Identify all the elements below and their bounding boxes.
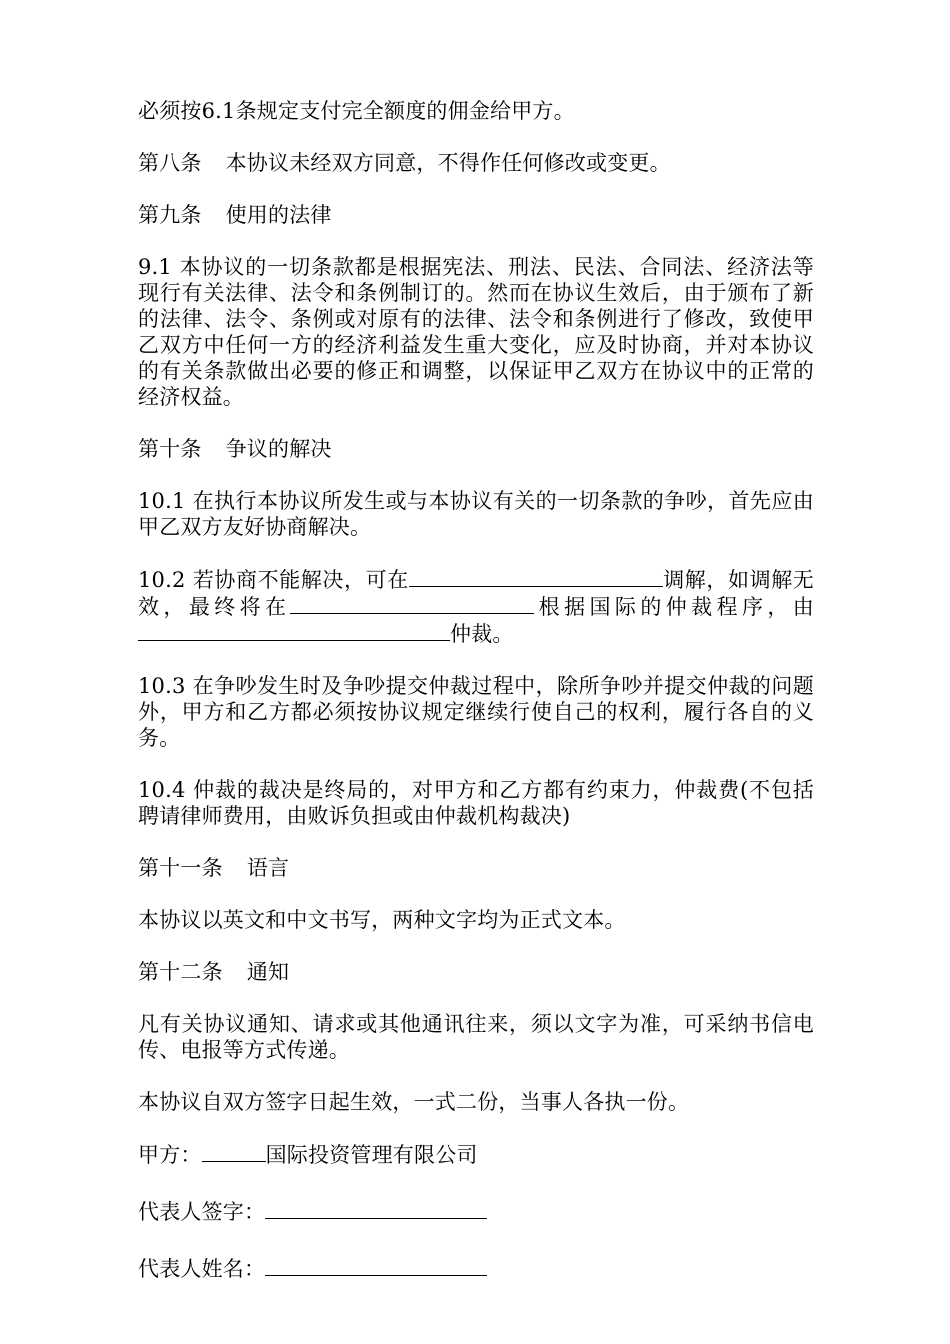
article-11-number: 第十一条 [138, 856, 223, 880]
arbitration-place-blank[interactable] [290, 593, 534, 614]
article-10-title: 争议的解决 [225, 437, 332, 461]
party-a-line [138, 1141, 814, 1168]
document-page [138, 98, 814, 1312]
clause-10-1: 10.1 在执行本协议所发生或与本协议有关的一切条款的争吵，首先应由甲乙双方友好协商解决。 [138, 489, 814, 539]
article-9-number: 第九条 [138, 203, 202, 227]
party-a-name-blank[interactable] [202, 1141, 266, 1162]
article-12-title: 通知 [246, 960, 290, 984]
article-12-heading [138, 959, 814, 985]
article-8 [138, 150, 814, 176]
article-12-text: 凡有关协议通知、请求或其他通讯往来，须以文字为准，可采纳书信电传、电报等方式传递。 [138, 1012, 814, 1062]
rep-name-label: 代表人姓名： [138, 1257, 266, 1281]
clause-10-4: 10.4 仲裁的裁决是终局的，对甲方和乙方都有约束力，仲裁费(不包括聘请律师费用，由败诉负担或由仲裁机构裁决) [138, 778, 814, 828]
article-10-heading [138, 436, 814, 462]
clause-10-2-part-b: 调解，如调解无效，最终将在 [138, 568, 814, 619]
article-11-heading [138, 855, 814, 881]
rep-signature-blank[interactable] [265, 1198, 487, 1219]
article-8-number: 第八条 [138, 151, 202, 175]
mediation-place-blank[interactable] [409, 566, 663, 587]
article-11-text: 本协议以英文和中文书写，两种文字均为正式文本。 [138, 908, 626, 932]
paragraph-commission: 必须按6.1条规定支付完全额度的佣金给甲方。 [138, 99, 575, 123]
article-10-number: 第十条 [138, 437, 202, 461]
article-11-title: 语言 [246, 856, 290, 880]
representative-signature-line [138, 1198, 814, 1225]
clause-10-2-part-a: 10.2 若协商不能解决，可在 [138, 568, 409, 592]
clause-9-1: 9.1 本协议的一切条款都是根据宪法、刑法、民法、合同法、经济法等现行有关法律、法令和条例制订的。然而在协议生效后，由于颁布了新的法律、法令、条例或对原有的法律、法令和条例进行了修改，致使甲乙双方中任何一方的经济利益发生重大变化，应及时协商，并对本协议的有关条款做出必要的修正和调整，以保证甲乙双方在协议中的正常的经济权益。 [138, 255, 814, 409]
effective-clause: 本协议自双方签字日起生效，一式二份，当事人各执一份。 [138, 1090, 690, 1114]
clause-10-3: 10.3 在争吵发生时及争吵提交仲裁过程中，除所争吵并提交仲裁的问题外，甲方和乙方都必须按协议规定继续行使自己的权利，履行各自的义务。 [138, 674, 814, 750]
party-a-label: 甲方： [138, 1143, 202, 1167]
party-a-company: 国际投资管理有限公司 [265, 1143, 478, 1167]
article-9-heading [138, 202, 814, 228]
article-9-title: 使用的法律 [225, 203, 332, 227]
article-8-text: 本协议未经双方同意，不得作任何修改或变更。 [225, 151, 671, 175]
clause-10-2 [138, 566, 814, 647]
representative-name-line [138, 1255, 814, 1282]
clause-10-2-part-d: 仲裁。 [450, 622, 514, 646]
clause-10-2-part-c: 根据国际的仲裁程序，由 [534, 595, 814, 619]
arbitrator-blank[interactable] [138, 620, 450, 641]
rep-name-blank[interactable] [265, 1255, 487, 1276]
rep-sign-label: 代表人签字： [138, 1200, 266, 1224]
article-12-number: 第十二条 [138, 960, 223, 984]
